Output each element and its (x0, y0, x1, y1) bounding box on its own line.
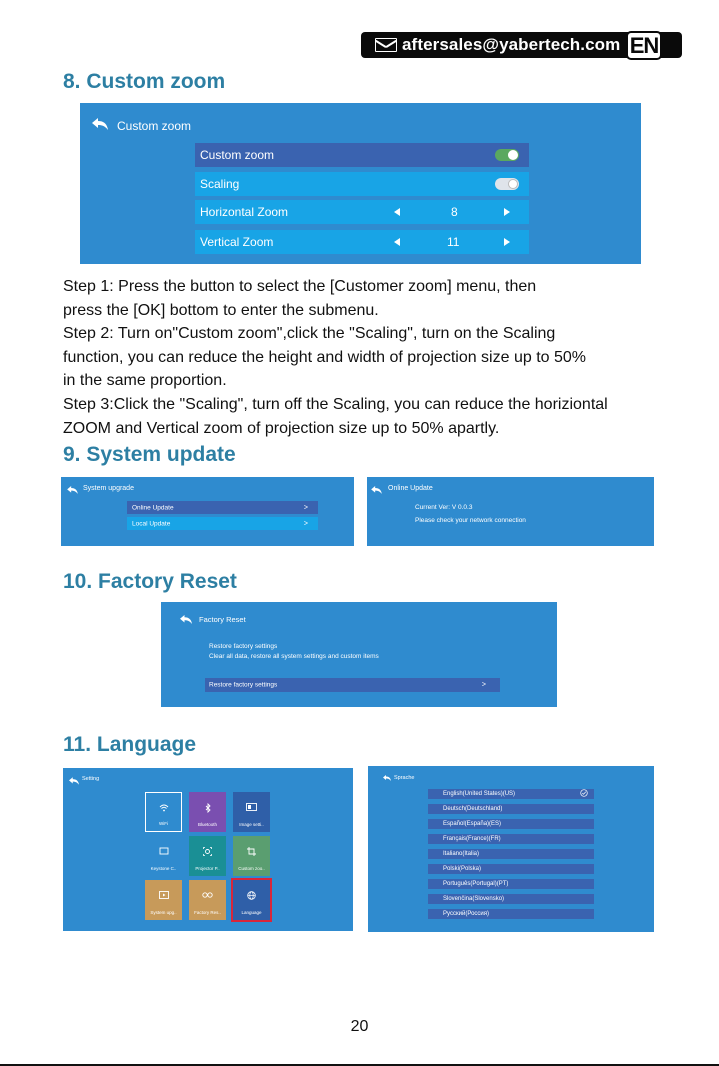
language-option[interactable] (428, 879, 594, 889)
item-label: Local Update (132, 520, 171, 527)
support-email: aftersales@yabertech.com (402, 35, 621, 54)
tile-system-upgrade[interactable] (145, 880, 182, 920)
language-label: Français(France)(FR) (443, 836, 501, 842)
increase-arrow-icon[interactable] (504, 238, 510, 246)
network-message: Please check your network connection (415, 517, 526, 524)
restore-factory-button[interactable] (205, 678, 500, 692)
screen-title: Setting (82, 776, 100, 782)
language-option[interactable] (428, 834, 594, 844)
screen-title: Factory Reset (199, 615, 246, 624)
screen-title: System upgrade (83, 485, 134, 492)
back-arrow-icon[interactable] (67, 486, 83, 498)
wifi-icon (146, 804, 181, 814)
step-line: function, you can reduce the height and width of projection size up to 50% (63, 348, 587, 366)
tile-label: Factory Res.. (194, 910, 221, 915)
increase-arrow-icon[interactable] (504, 208, 510, 216)
language-label: Pyccкий(Россия) (443, 911, 490, 917)
language-option[interactable] (428, 819, 594, 829)
bluetooth-icon (189, 803, 226, 815)
image-icon (233, 803, 270, 813)
tile-factory-reset[interactable] (189, 880, 226, 920)
projector-icon (189, 847, 226, 858)
language-label: Español(España)(ES) (443, 821, 502, 827)
screen-title: Sprache (394, 775, 415, 781)
tile-label: WiFi (159, 821, 168, 826)
tile-custom-zoom[interactable] (233, 836, 270, 876)
language-badge: EN (626, 31, 662, 60)
decrease-arrow-icon[interactable] (394, 208, 400, 216)
language-option[interactable] (428, 804, 594, 814)
language-option[interactable] (428, 894, 594, 904)
section-heading-system-update: 9. System update (63, 443, 236, 466)
tile-projector[interactable] (189, 836, 226, 876)
language-option[interactable] (428, 909, 594, 919)
back-arrow-icon[interactable] (92, 118, 108, 130)
row-vertical-zoom[interactable] (195, 230, 529, 254)
tile-wifi[interactable] (145, 792, 182, 832)
tile-label: Language (241, 910, 262, 915)
row-scaling[interactable] (195, 172, 529, 196)
language-label: Português(Portugal)(PT) (443, 881, 509, 887)
step-line: ZOOM and Vertical zoom of projection size up to 50% apartly. (63, 419, 500, 437)
local-update-item[interactable] (127, 517, 318, 530)
online-update-item[interactable] (127, 501, 318, 514)
language-option[interactable] (428, 864, 594, 874)
online-update-screen (367, 477, 654, 546)
decrease-arrow-icon[interactable] (394, 238, 400, 246)
horizontal-zoom-value: 8 (451, 205, 458, 219)
tile-label: Custom zoo.. (238, 866, 265, 871)
language-label: Slovenčina(Slovensko) (443, 896, 505, 902)
section-heading-custom-zoom: 8. Custom zoom (63, 70, 226, 93)
crop-icon (233, 847, 270, 858)
language-option[interactable] (428, 789, 594, 799)
language-label: Italiano(Italia) (443, 851, 480, 857)
section-heading-factory-reset: 10. Factory Reset (63, 570, 237, 593)
step-line: press the [OK] bottom to enter the submenu. (63, 301, 379, 319)
custom-zoom-steps (63, 275, 713, 440)
reset-icon (189, 891, 226, 900)
factory-reset-screen (161, 602, 557, 707)
row-label: Scaling (200, 177, 240, 191)
scaling-toggle[interactable] (495, 178, 519, 190)
settings-screen (63, 768, 353, 931)
system-upgrade-screen (61, 477, 354, 546)
language-label: Deutsch(Deutschland) (443, 806, 503, 812)
tile-label: System upg.. (150, 910, 177, 915)
language-option[interactable] (428, 849, 594, 859)
restore-desc-text: Clear all data, restore all system settings and custom items (209, 653, 379, 660)
vertical-zoom-value: 11 (447, 235, 460, 249)
page-number: 20 (350, 1018, 369, 1035)
tile-bluetooth[interactable] (189, 792, 226, 832)
row-label: Custom zoom (200, 148, 275, 162)
row-label: Vertical Zoom (200, 235, 274, 249)
tile-label: Projector P.. (195, 866, 220, 871)
mail-icon (375, 38, 397, 52)
check-circle-icon (580, 789, 588, 799)
chevron-right-icon: > (303, 520, 308, 527)
back-arrow-icon[interactable] (371, 486, 387, 498)
custom-zoom-toggle[interactable] (495, 149, 519, 161)
step-line: Step 3:Click the "Scaling", turn off the Scaling, you can reduce the horiziontal (63, 395, 608, 413)
current-version: Current Ver: V 0.0.3 (415, 504, 473, 511)
upgrade-icon (145, 891, 182, 901)
tile-language[interactable] (233, 880, 270, 920)
language-label: Polski(Polska) (443, 866, 482, 872)
item-label: Online Update (132, 504, 174, 511)
row-label: Horizontal Zoom (200, 205, 289, 219)
back-arrow-icon[interactable] (180, 615, 196, 627)
keystone-icon (145, 847, 182, 857)
screen-title: Online Update (388, 485, 433, 492)
restore-desc-title: Restore factory settings (209, 643, 278, 650)
step-line: Step 2: Turn on"Custom zoom",click the "Scaling", turn on the Scaling (63, 325, 556, 343)
tile-label: Image setti.. (239, 822, 264, 827)
globe-icon (233, 891, 270, 902)
row-custom-zoom[interactable] (195, 143, 529, 167)
step-line: Step 1: Press the button to select the [Customer zoom] menu, then (63, 278, 537, 295)
chevron-right-icon: > (481, 681, 486, 689)
language-label: English(United States)(US) (443, 791, 516, 797)
tile-label: Bluetooth (197, 822, 217, 827)
tile-keystone[interactable] (145, 836, 182, 876)
chevron-right-icon: > (303, 504, 308, 511)
row-horizontal-zoom[interactable] (195, 200, 529, 224)
section-heading-language: 11. Language (63, 733, 197, 756)
tile-image-settings[interactable] (233, 792, 270, 832)
button-label: Restore factory settings (209, 681, 278, 689)
custom-zoom-screen (80, 103, 641, 264)
screen-title: Custom zoom (117, 119, 192, 133)
step-line: in the same proportion. (63, 372, 227, 390)
tile-label: Keystone C.. (150, 866, 177, 871)
